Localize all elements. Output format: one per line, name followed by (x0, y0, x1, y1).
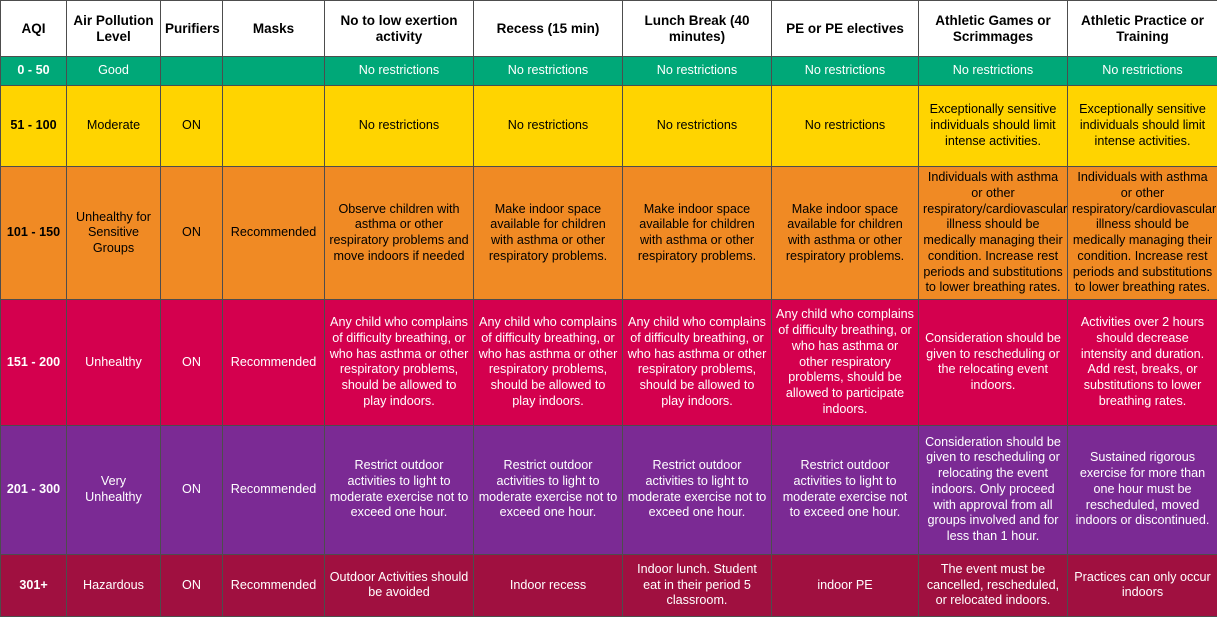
cell-level: Hazardous (67, 554, 161, 616)
cell-recess: No restrictions (474, 57, 623, 86)
cell-lunch: Any child who complains of difficulty breathing, or who has asthma or other respiratory problems, should be allowed to play indoors. (623, 300, 772, 425)
cell-recess: No restrictions (474, 85, 623, 166)
cell-pe: Make indoor space available for children with asthma or other respiratory problems. (772, 166, 919, 299)
cell-no-exertion: No restrictions (325, 85, 474, 166)
cell-masks: Recommended (223, 425, 325, 554)
table-row (1, 166, 1217, 299)
cell-aqi: 51 - 100 (1, 85, 67, 166)
cell-level: Moderate (67, 85, 161, 166)
column-header-athletic-practice: Athletic Practice or Training (1068, 1, 1217, 57)
cell-practice: Individuals with asthma or other respiratory/cardiovascular illness should be medically managing their condition. Increase rest periods and substitutions to lower breathing rates. (1068, 166, 1217, 299)
cell-masks (223, 85, 325, 166)
cell-purifiers: ON (161, 85, 223, 166)
cell-practice: No restrictions (1068, 57, 1217, 86)
cell-games: No restrictions (919, 57, 1068, 86)
cell-aqi: 101 - 150 (1, 166, 67, 299)
cell-lunch: No restrictions (623, 85, 772, 166)
column-header-aqi: AQI (1, 1, 67, 57)
cell-recess: Restrict outdoor activities to light to moderate exercise not to exceed one hour. (474, 425, 623, 554)
column-header-recess: Recess (15 min) (474, 1, 623, 57)
cell-masks: Recommended (223, 300, 325, 425)
column-header-lunch-break: Lunch Break (40 minutes) (623, 1, 772, 57)
column-header-no-to-low-exertion: No to low exertion activity (325, 1, 474, 57)
cell-lunch: No restrictions (623, 57, 772, 86)
cell-masks: Recommended (223, 166, 325, 299)
cell-no-exertion: Outdoor Activities should be avoided (325, 554, 474, 616)
cell-games: Exceptionally sensitive individuals should limit intense activities. (919, 85, 1068, 166)
cell-no-exertion: Any child who complains of difficulty breathing, or who has asthma or other respiratory problems, should be allowed to play indoors. (325, 300, 474, 425)
column-header-air-pollution-level: Air Pollution Level (67, 1, 161, 57)
column-header-pe-electives: PE or PE electives (772, 1, 919, 57)
cell-purifiers: ON (161, 554, 223, 616)
cell-games: The event must be cancelled, rescheduled, or relocated indoors. (919, 554, 1068, 616)
table-row (1, 57, 1217, 86)
column-header-athletic-games: Athletic Games or Scrimmages (919, 1, 1068, 57)
cell-no-exertion: No restrictions (325, 57, 474, 86)
cell-purifiers (161, 57, 223, 86)
cell-level: Unhealthy (67, 300, 161, 425)
cell-level: Good (67, 57, 161, 86)
cell-lunch: Restrict outdoor activities to light to moderate exercise not to exceed one hour. (623, 425, 772, 554)
cell-lunch: Indoor lunch. Student eat in their period 5 classroom. (623, 554, 772, 616)
table-row (1, 300, 1217, 425)
cell-games: Consideration should be given to rescheduling or relocating the event indoors. Only proceed with approval from all groups involved and for less than 1 hour. (919, 425, 1068, 554)
cell-pe: No restrictions (772, 85, 919, 166)
cell-level: Very Unhealthy (67, 425, 161, 554)
cell-masks: Recommended (223, 554, 325, 616)
cell-pe: No restrictions (772, 57, 919, 86)
cell-practice: Activities over 2 hours should decrease intensity and duration. Add rest, breaks, or substitutions to lower breathing rates. (1068, 300, 1217, 425)
table-row (1, 85, 1217, 166)
cell-aqi: 151 - 200 (1, 300, 67, 425)
table-row (1, 425, 1217, 554)
cell-games: Individuals with asthma or other respiratory/cardiovascular illness should be medically managing their condition. Increase rest periods and substitutions to lower breathing rates. (919, 166, 1068, 299)
column-header-masks: Masks (223, 1, 325, 57)
cell-recess: Any child who complains of difficulty breathing, or who has asthma or other respiratory problems, should be allowed to play indoors. (474, 300, 623, 425)
cell-practice: Practices can only occur indoors (1068, 554, 1217, 616)
cell-purifiers: ON (161, 166, 223, 299)
table-header-row (1, 1, 1217, 57)
cell-practice: Exceptionally sensitive individuals should limit intense activities. (1068, 85, 1217, 166)
cell-aqi: 201 - 300 (1, 425, 67, 554)
cell-no-exertion: Observe children with asthma or other respiratory problems and move indoors if needed (325, 166, 474, 299)
cell-level: Unhealthy for Sensitive Groups (67, 166, 161, 299)
cell-lunch: Make indoor space available for children with asthma or other respiratory problems. (623, 166, 772, 299)
table-row (1, 554, 1217, 616)
column-header-purifiers: Purifiers (161, 1, 223, 57)
cell-recess: Make indoor space available for children with asthma or other respiratory problems. (474, 166, 623, 299)
cell-masks (223, 57, 325, 86)
cell-aqi: 0 - 50 (1, 57, 67, 86)
cell-no-exertion: Restrict outdoor activities to light to moderate exercise not to exceed one hour. (325, 425, 474, 554)
cell-recess: Indoor recess (474, 554, 623, 616)
cell-pe: Restrict outdoor activities to light to moderate exercise not to exceed one hour. (772, 425, 919, 554)
cell-aqi: 301+ (1, 554, 67, 616)
cell-purifiers: ON (161, 300, 223, 425)
cell-pe: indoor PE (772, 554, 919, 616)
cell-purifiers: ON (161, 425, 223, 554)
cell-practice: Sustained rigorous exercise for more than one hour must be rescheduled, moved indoors or discontinued. (1068, 425, 1217, 554)
cell-games: Consideration should be given to rescheduling or the relocating event indoors. (919, 300, 1068, 425)
cell-pe: Any child who complains of difficulty breathing, or who has asthma or other respiratory problems, should be allowed to participate indoors. (772, 300, 919, 425)
